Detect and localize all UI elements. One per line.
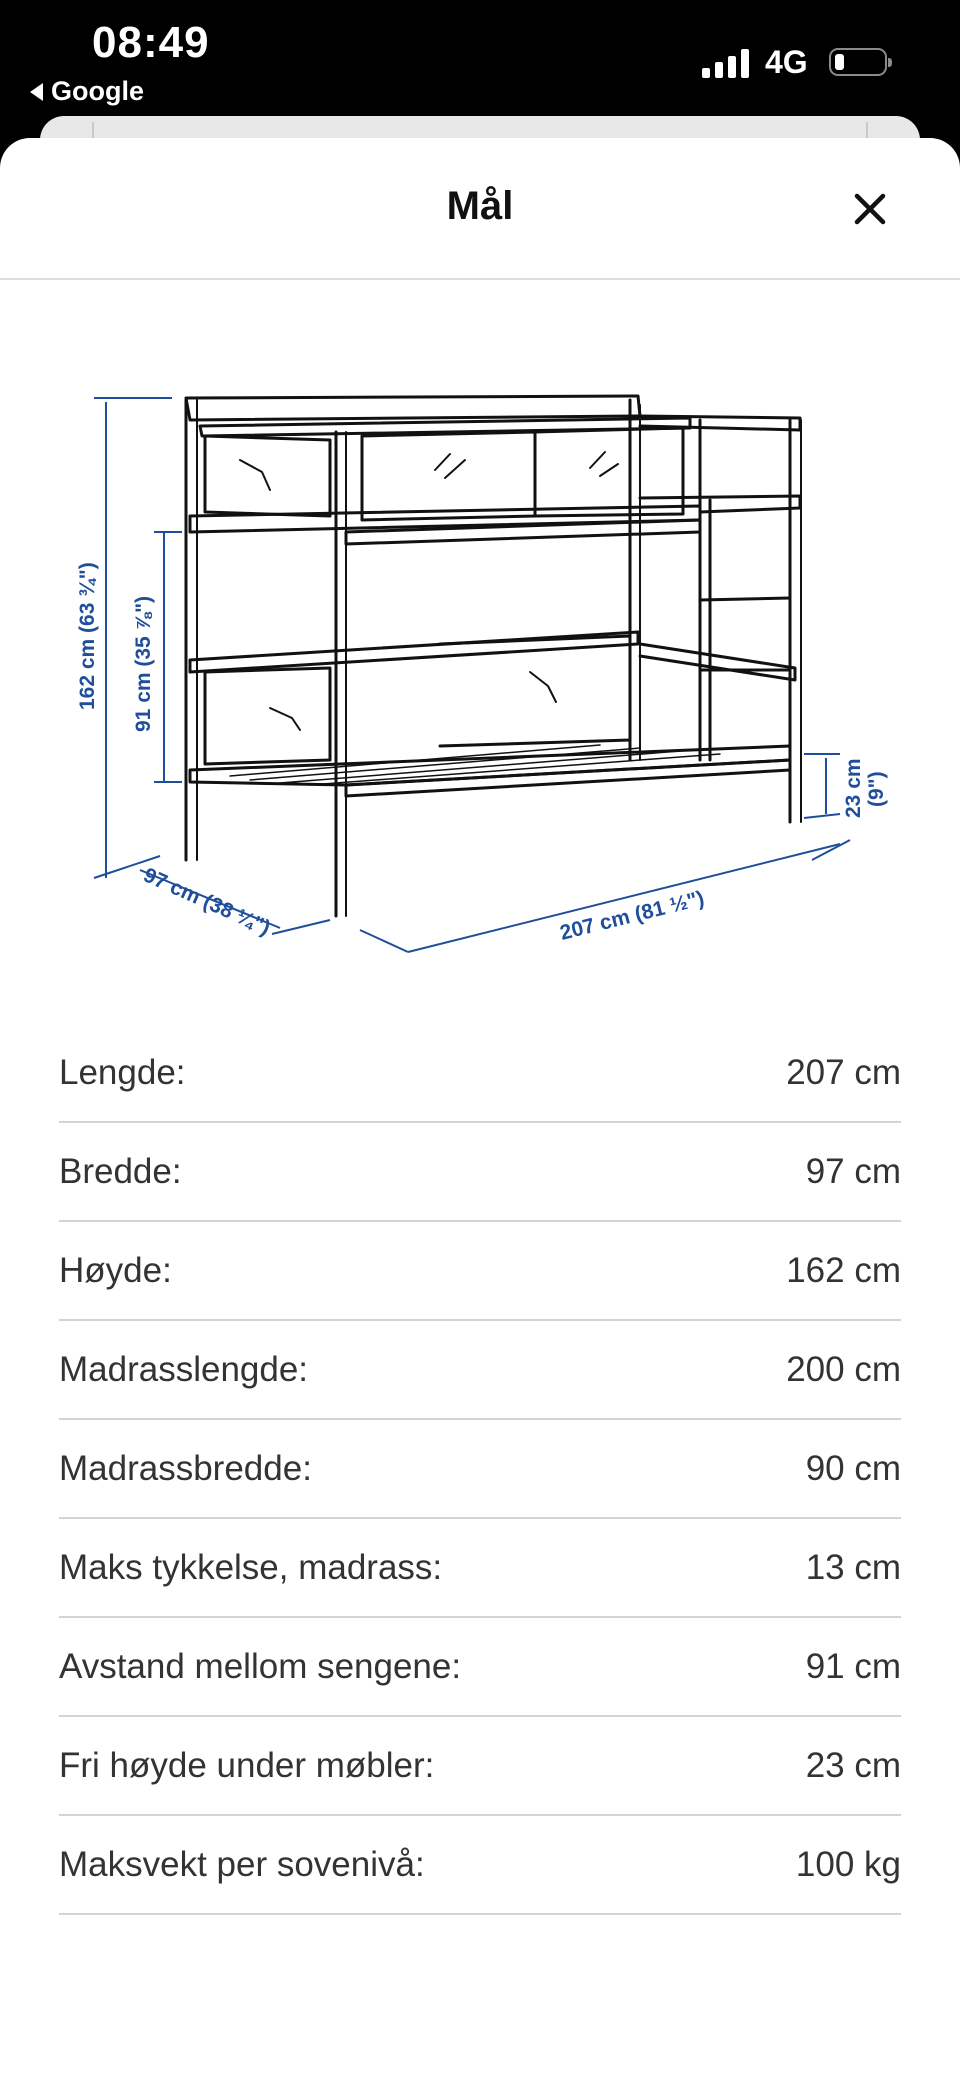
- battery-icon: [829, 48, 887, 76]
- spec-row: [59, 1519, 901, 1618]
- spec-label: Madrasslengde:: [59, 1350, 309, 1389]
- dimension-specs-list: [59, 1023, 901, 1915]
- height-dimension-label: 162 cm (63 ¾"): [76, 562, 99, 710]
- spec-label: Bredde:: [59, 1152, 182, 1191]
- spec-value: 90 cm: [805, 1449, 901, 1488]
- spec-value: 23 cm: [805, 1746, 901, 1785]
- close-button[interactable]: [845, 184, 895, 234]
- clock: 08:49: [92, 18, 210, 67]
- spec-row: [59, 1222, 901, 1321]
- spec-row: [59, 1717, 901, 1816]
- spec-label: Avstand mellom sengene:: [59, 1647, 462, 1686]
- spec-value: 207 cm: [786, 1053, 901, 1092]
- spec-label: Fri høyde under møbler:: [59, 1746, 435, 1785]
- network-type: 4G: [765, 44, 808, 80]
- spec-value: 162 cm: [786, 1251, 901, 1290]
- spec-row: [59, 1618, 901, 1717]
- spec-row: [59, 1321, 901, 1420]
- spec-value: 200 cm: [786, 1350, 901, 1389]
- clearance-in-label: (9"): [865, 771, 888, 807]
- spec-label: Madrassbredde:: [59, 1449, 312, 1488]
- width-dimension-label: 97 cm (38 ¼"): [139, 863, 274, 940]
- spec-row: [59, 1420, 901, 1519]
- bunk-bed-diagram: [0, 240, 960, 945]
- spec-label: Lengde:: [59, 1053, 186, 1092]
- back-app-label: Google: [51, 76, 144, 106]
- spec-label: Høyde:: [59, 1251, 172, 1290]
- spec-row: [59, 1123, 901, 1222]
- spec-value: 91 cm: [805, 1647, 901, 1686]
- length-dimension-label: 207 cm (81 ½"): [557, 886, 707, 945]
- spec-value: 13 cm: [805, 1548, 901, 1587]
- spec-row: [59, 1023, 901, 1123]
- spec-row: [59, 1816, 901, 1915]
- spec-value: 97 cm: [805, 1152, 901, 1191]
- back-to-app-link[interactable]: [30, 76, 144, 107]
- spec-value: 100 kg: [795, 1845, 901, 1884]
- clearance-cm-label: 23 cm: [842, 758, 865, 818]
- back-triangle-icon: [30, 83, 43, 101]
- spec-label: Maksvekt per sovenivå:: [59, 1845, 425, 1884]
- bed-gap-dimension-label: 91 cm (35 ⅞"): [132, 595, 155, 732]
- signal-icon: [702, 48, 749, 78]
- sheet-title: Mål: [446, 184, 514, 228]
- close-icon: [845, 184, 895, 234]
- spec-label: Maks tykkelse, madrass:: [59, 1548, 443, 1587]
